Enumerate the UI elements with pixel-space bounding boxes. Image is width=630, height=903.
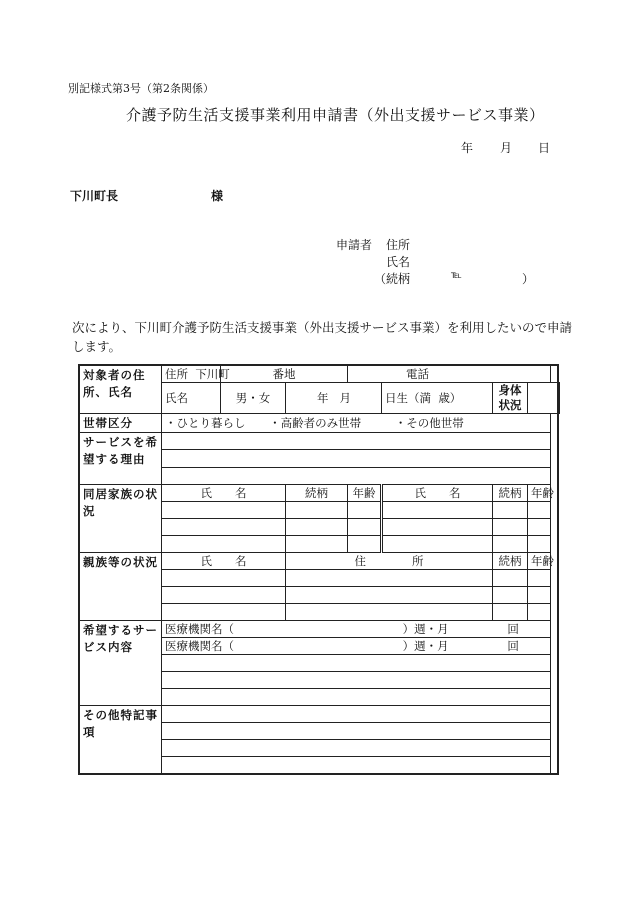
birth-year-label: 年: [317, 390, 329, 405]
service-line[interactable]: [162, 655, 551, 672]
applicant-close-paren: ）: [522, 272, 535, 286]
service-label: 希望するサービス内容: [80, 621, 162, 706]
service-line[interactable]: [162, 689, 551, 706]
banchi-label: 番地: [221, 366, 348, 383]
frequency-label: ）週・月: [402, 621, 449, 636]
address-label: 住所: [165, 366, 188, 381]
household-options[interactable]: [162, 414, 551, 433]
application-table: [79, 365, 560, 774]
service-row-1[interactable]: [162, 621, 551, 638]
notes-line[interactable]: [162, 757, 551, 774]
family-label: 同居家族の状況: [80, 485, 162, 553]
notes-line[interactable]: [162, 706, 551, 723]
name-field[interactable]: [162, 383, 221, 414]
family-name-header: 氏 名: [162, 485, 286, 502]
institution-label: 医療機関名（: [165, 638, 234, 653]
subject-label: 対象者の住所、氏名: [80, 366, 162, 414]
birth-year-month[interactable]: [286, 383, 382, 414]
family-relation-header: 続柄: [286, 485, 348, 502]
birth-day-label: 日生（満: [385, 390, 431, 405]
applicant-relation-label: （続柄: [374, 272, 411, 286]
family-age-header: 年齢: [348, 485, 382, 502]
date-year-label: 年: [461, 141, 474, 155]
applicant-address-label: 住所: [386, 238, 411, 252]
relatives-address-header: 住 所: [286, 553, 493, 570]
addressee-honorific: 様: [211, 189, 224, 203]
notes-line[interactable]: [162, 740, 551, 757]
relatives-age-header: 年齢: [528, 553, 551, 570]
body-label-1: 身体: [498, 383, 522, 397]
town-name: 下川町: [195, 366, 230, 381]
date-month-label: 月: [500, 141, 513, 155]
reason-label: サービスを希望する理由: [80, 433, 162, 485]
name-label: 氏名: [165, 390, 188, 405]
form-number: 別記様式第3号（第2条関係）: [68, 82, 214, 95]
relatives-name-header: 氏 名: [162, 553, 286, 570]
relatives-relation-header: 続柄: [493, 553, 528, 570]
times-label: 回: [507, 621, 519, 636]
institution-label: 医療機関名（: [165, 621, 234, 636]
birth-day-age[interactable]: [382, 383, 493, 414]
application-statement: 次により、下川町介護予防生活支援事業（外出支援サービス事業）を利用したいので申請します。: [72, 320, 573, 354]
notes-line[interactable]: [162, 723, 551, 740]
body-condition-label: [493, 383, 528, 414]
household-option-alone[interactable]: ・ひとり暮らし: [165, 415, 246, 430]
times-label: 回: [507, 638, 519, 653]
document-title: 介護予防生活支援事業利用申請書（外出支援サービス事業）: [126, 106, 545, 124]
phone-field[interactable]: [348, 366, 551, 383]
body-condition-field[interactable]: [528, 383, 560, 414]
other-notes-label: その他特記事項: [80, 706, 162, 774]
applicant-name-label: 氏名: [386, 255, 411, 269]
reason-line[interactable]: [162, 450, 551, 467]
frequency-label: ）週・月: [402, 638, 449, 653]
body-label-2: 状況: [498, 398, 522, 412]
applicant-tel-label: ℡: [451, 270, 462, 281]
household-option-elderly[interactable]: ・高齢者のみ世帯: [269, 415, 362, 430]
applicant-label: 申請者: [336, 238, 373, 252]
relatives-label: 親族等の状況: [80, 553, 162, 621]
phone-label: 電話: [406, 366, 429, 381]
service-row-2[interactable]: [162, 638, 551, 655]
family-age-header-2: 年齢: [528, 485, 551, 502]
addressee-name: 下川町長: [70, 189, 119, 203]
reason-line[interactable]: [162, 467, 551, 484]
birth-month-label: 月: [339, 390, 351, 405]
sex-field[interactable]: 男・女: [221, 383, 286, 414]
date-day-label: 日: [538, 141, 551, 155]
family-relation-header-2: 続柄: [493, 485, 528, 502]
household-option-other[interactable]: ・その他世帯: [394, 415, 464, 430]
age-label: 歳）: [438, 390, 462, 405]
reason-line[interactable]: [162, 433, 551, 450]
family-name-header-2: 氏 名: [382, 485, 493, 502]
household-label: 世帯区分: [80, 414, 162, 433]
service-line[interactable]: [162, 672, 551, 689]
